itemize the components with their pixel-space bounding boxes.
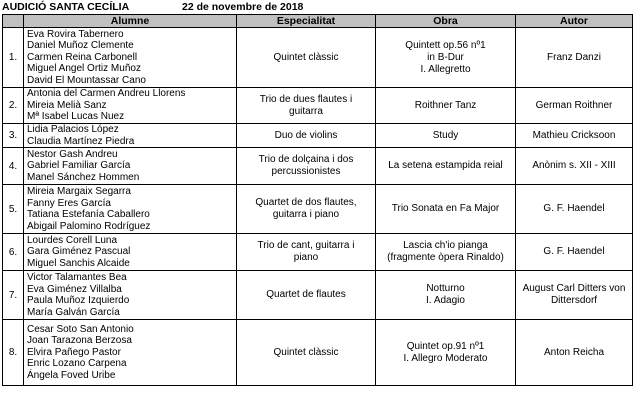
- specialty-cell-line: Quartet de flautes: [266, 289, 346, 300]
- student-names-line: Lidia Palacios López: [27, 124, 119, 135]
- student-names-line: Elvira Pañego Pastor: [27, 346, 121, 358]
- author-cell-line: Dittersdorf: [550, 295, 598, 306]
- row-number: 3.: [3, 124, 24, 148]
- student-names-line: Daniel Muñoz Clemente: [27, 40, 134, 52]
- student-names-line: Gabriel Familiar García: [27, 160, 131, 172]
- student-names-line: Fanny Eres García: [27, 197, 111, 209]
- event-title: AUDICIÓ SANTA CECÍLIA: [2, 1, 130, 13]
- column-header-author: Autor: [516, 15, 633, 28]
- student-names-line: Lourdes Corell Luna: [27, 234, 118, 246]
- specialty-cell: [237, 148, 376, 185]
- author-cell-line: Mathieu Cricksoon: [532, 129, 616, 141]
- author-cell: [516, 148, 633, 185]
- specialty-cell: [237, 185, 376, 234]
- student-names-line: Ángela Foved Uribe: [27, 369, 116, 381]
- work-cell: [376, 88, 516, 124]
- student-names: [24, 320, 237, 386]
- author-cell: [516, 234, 633, 271]
- author-cell-line: Franz Danzi: [547, 51, 601, 63]
- row-number: 5.: [3, 185, 24, 234]
- student-names-line: Miguel Sanchis Alcaide: [27, 257, 130, 269]
- work-cell-line: I. Allegro Moderato: [403, 352, 488, 364]
- work-cell: [376, 124, 516, 148]
- author-cell: [516, 124, 633, 148]
- student-names-line: Eva Rovira Tabernero: [27, 28, 124, 40]
- specialty-cell: [237, 124, 376, 148]
- program-table: [2, 14, 633, 386]
- work-cell-line: Quintett op.56 nº1: [405, 39, 486, 51]
- student-names-line: María Galván García: [27, 306, 120, 318]
- work-cell-line: I. Allegretto: [420, 63, 471, 75]
- author-cell-line: German Roithner: [535, 99, 613, 111]
- author-cell-line: Anton Reicha: [543, 346, 605, 358]
- specialty-cell-line: Trio de cant, guitarra i: [257, 240, 355, 251]
- student-names-line: Manel Sánchez Hommen: [27, 171, 140, 183]
- work-cell: [376, 234, 516, 271]
- row-number: 8.: [3, 320, 24, 386]
- student-names: [24, 88, 237, 124]
- student-names-line: Claudia Martínez Piedra: [27, 135, 135, 147]
- author-cell-line: Anònim s. XII - XIII: [532, 160, 616, 171]
- specialty-cell-line: Trio de dues flautes i: [259, 93, 353, 105]
- student-names-line: Gara Giménez Pascual: [27, 246, 131, 258]
- author-cell-line: G. F. Haendel: [543, 203, 605, 214]
- student-names: [24, 124, 237, 148]
- table-row: [3, 148, 633, 185]
- work-cell-line: (fragmente òpera Rinaldo): [387, 252, 504, 263]
- specialty-cell: [237, 28, 376, 88]
- table-row: [3, 185, 633, 234]
- table-row: [3, 28, 633, 88]
- work-cell-line: Quintet op.91 nº1: [406, 340, 485, 352]
- student-names-line: Antonia del Carmen Andreu Llorens: [27, 88, 186, 100]
- column-header-work: Obra: [376, 15, 516, 28]
- student-names-line: Miguel Angel Ortiz Muñoz: [27, 63, 141, 75]
- specialty-cell-line: guitarra: [289, 105, 323, 117]
- column-header-specialty: Especialitat: [237, 15, 376, 28]
- table-row: [3, 124, 633, 148]
- table-header-row: [3, 15, 633, 28]
- student-names: [24, 148, 237, 185]
- student-names-line: Tatiana Estefanía Caballero: [27, 209, 150, 220]
- student-names: [24, 234, 237, 271]
- table-body: [3, 28, 633, 386]
- work-cell-line: Study: [432, 129, 459, 141]
- student-names-line: Mª Isabel Lucas Nuez: [27, 111, 125, 123]
- student-names-line: Abigail Palomino Rodríguez: [27, 220, 151, 232]
- event-date: 22 de novembre de 2018: [182, 1, 304, 13]
- student-names-line: Eva Giménez Villalba: [27, 283, 122, 295]
- specialty-cell-line: Trio de dolçaina i dos: [258, 154, 354, 165]
- student-names-line: Joan Tarazona Berzosa: [27, 335, 132, 347]
- work-cell-line: Trio Sonata en Fa Major: [391, 203, 500, 214]
- specialty-cell-line: piano: [293, 252, 319, 263]
- work-cell: [376, 271, 516, 320]
- specialty-cell: [237, 88, 376, 124]
- specialty-cell-line: percussionistes: [271, 166, 341, 177]
- student-names-line: Paula Muñoz Izquierdo: [27, 295, 130, 306]
- author-cell: [516, 88, 633, 124]
- student-names-line: Carmen Reina Carbonell: [27, 51, 138, 63]
- specialty-cell-line: Quartet de dos flautes,: [255, 197, 357, 208]
- work-cell-line: Roithner Tanz: [414, 99, 477, 111]
- student-names-line: Victor Talamantes Bea: [27, 272, 127, 283]
- author-cell: [516, 320, 633, 386]
- specialty-cell: [237, 320, 376, 386]
- work-cell: [376, 185, 516, 234]
- row-number: 1.: [3, 28, 24, 88]
- author-cell-line: G. F. Haendel: [543, 246, 605, 257]
- table-row: [3, 234, 633, 271]
- table-row: [3, 88, 633, 124]
- work-cell-line: Notturno: [426, 283, 465, 294]
- student-names: [24, 271, 237, 320]
- work-cell: [376, 320, 516, 386]
- work-cell-line: I. Adagio: [426, 295, 465, 306]
- student-names-line: Mireia Melià Sanz: [27, 99, 107, 111]
- row-number: 6.: [3, 234, 24, 271]
- work-cell-line: Lascia ch'io pianga: [403, 240, 488, 251]
- specialty-cell-line: Duo de violins: [274, 129, 338, 141]
- specialty-cell-line: Quintet clàssic: [273, 346, 339, 358]
- column-header-number: [3, 15, 24, 28]
- table-row: [3, 271, 633, 320]
- author-cell-line: August Carl Ditters von: [522, 283, 626, 294]
- work-cell-line: in B-Dur: [427, 51, 464, 63]
- specialty-cell-line: Quintet clàssic: [273, 51, 339, 63]
- student-names-line: Nestor Gash Andreu: [27, 148, 118, 160]
- student-names-line: Mireia Margaix Segarra: [27, 186, 131, 197]
- student-names: [24, 185, 237, 234]
- row-number: 4.: [3, 148, 24, 185]
- row-number: 7.: [3, 271, 24, 320]
- row-number: 2.: [3, 88, 24, 124]
- specialty-cell: [237, 234, 376, 271]
- student-names-line: David El Mountassar Cano: [27, 74, 146, 86]
- author-cell: [516, 28, 633, 88]
- author-cell: [516, 271, 633, 320]
- work-cell: [376, 28, 516, 88]
- student-names-line: Enric Lozano Carpena: [27, 358, 127, 370]
- student-names-line: Cesar Soto San Antonio: [27, 323, 134, 335]
- author-cell: [516, 185, 633, 234]
- document-header: [2, 1, 304, 14]
- work-cell: [376, 148, 516, 185]
- column-header-student: Alumne: [24, 15, 237, 28]
- work-cell-line: La setena estampida reial: [388, 160, 503, 171]
- table-row: [3, 320, 633, 386]
- specialty-cell-line: guitarra i piano: [272, 209, 340, 220]
- specialty-cell: [237, 271, 376, 320]
- student-names: [24, 28, 237, 88]
